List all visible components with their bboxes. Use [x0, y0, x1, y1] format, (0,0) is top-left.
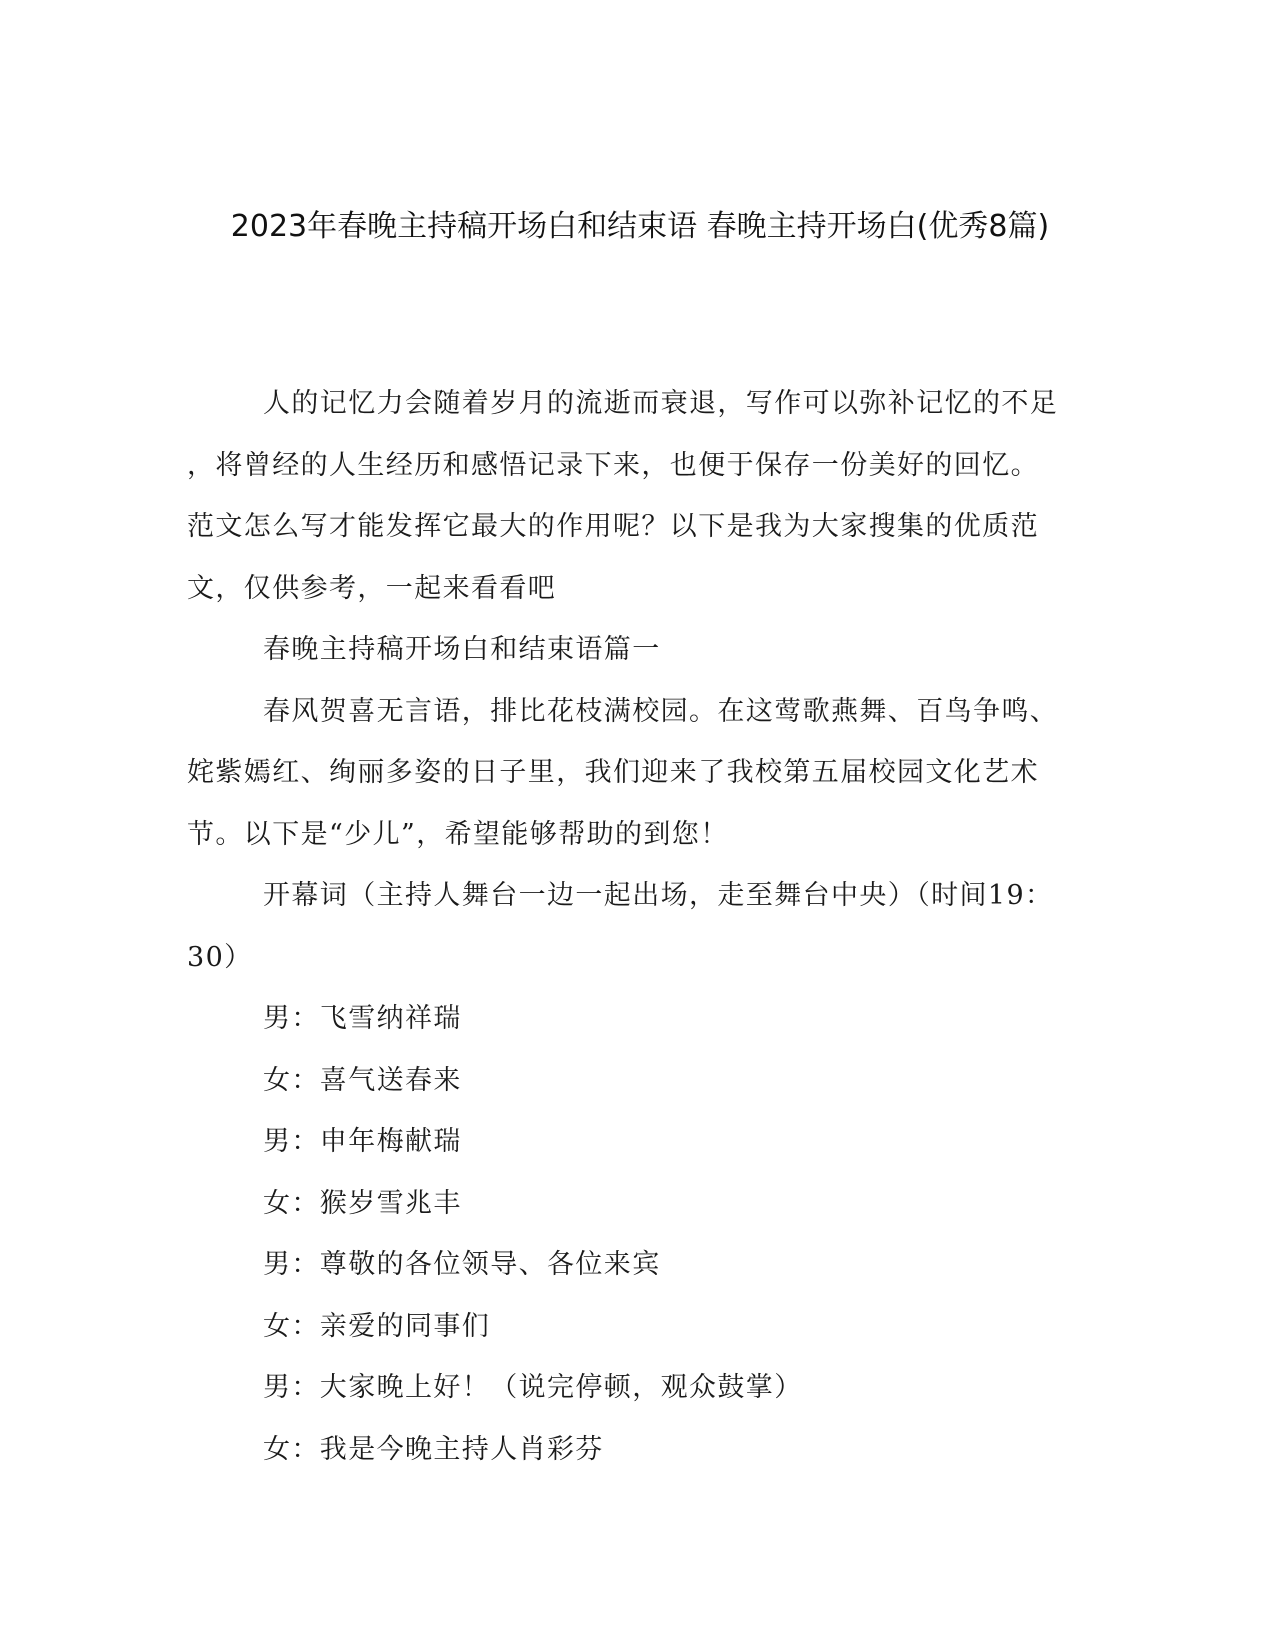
paragraph-line: 姹紫嫣红、绚丽多姿的日子里，我们迎来了我校第五届校园文化艺术: [187, 757, 1039, 788]
dialogue-line: 女：我是今晚主持人肖彩芬: [263, 1433, 604, 1465]
document-title: 2023年春晚主持稿开场白和结束语 春晚主持开场白(优秀8篇): [230, 209, 1050, 244]
dialogue-line: 男：飞雪纳祥瑞: [263, 1003, 462, 1034]
dialogue-line: 女：喜气送春来: [263, 1064, 462, 1096]
intro-line: 文，仅供参考，一起来看看吧: [187, 572, 557, 604]
dialogue-line: 男：大家晚上好！（说完停顿，观众鼓掌）: [263, 1372, 803, 1403]
intro-line: ，将曾经的人生经历和感悟记录下来，也便于保存一份美好的回忆。: [187, 449, 1039, 481]
opening-line: 开幕词（主持人舞台一边一起出场，走至舞台中央）（时间19：: [263, 880, 1054, 911]
dialogue-line: 女：猴岁雪兆丰: [263, 1187, 462, 1219]
dialogue-line: 女：亲爱的同事们: [263, 1310, 491, 1342]
paragraph-line: 春风贺喜无言语，排比花枝满校园。在这莺歌燕舞、百鸟争鸣、: [263, 695, 1059, 727]
paragraph-line: 节。以下是“少儿”，希望能够帮助的到您！: [187, 818, 729, 850]
intro-line: 人的记忆力会随着岁月的流逝而衰退，写作可以弥补记忆的不足: [263, 388, 1059, 419]
dialogue-line: 男：尊敬的各位领导、各位来宾: [263, 1249, 661, 1280]
document-body: [187, 373, 1067, 1480]
section-heading: 春晚主持稿开场白和结束语篇一: [263, 634, 661, 665]
opening-line: 30）: [187, 941, 253, 973]
dialogue-line: 男：申年梅献瑞: [263, 1126, 462, 1157]
intro-line: 范文怎么写才能发挥它最大的作用呢？以下是我为大家搜集的优质范: [187, 511, 1039, 542]
